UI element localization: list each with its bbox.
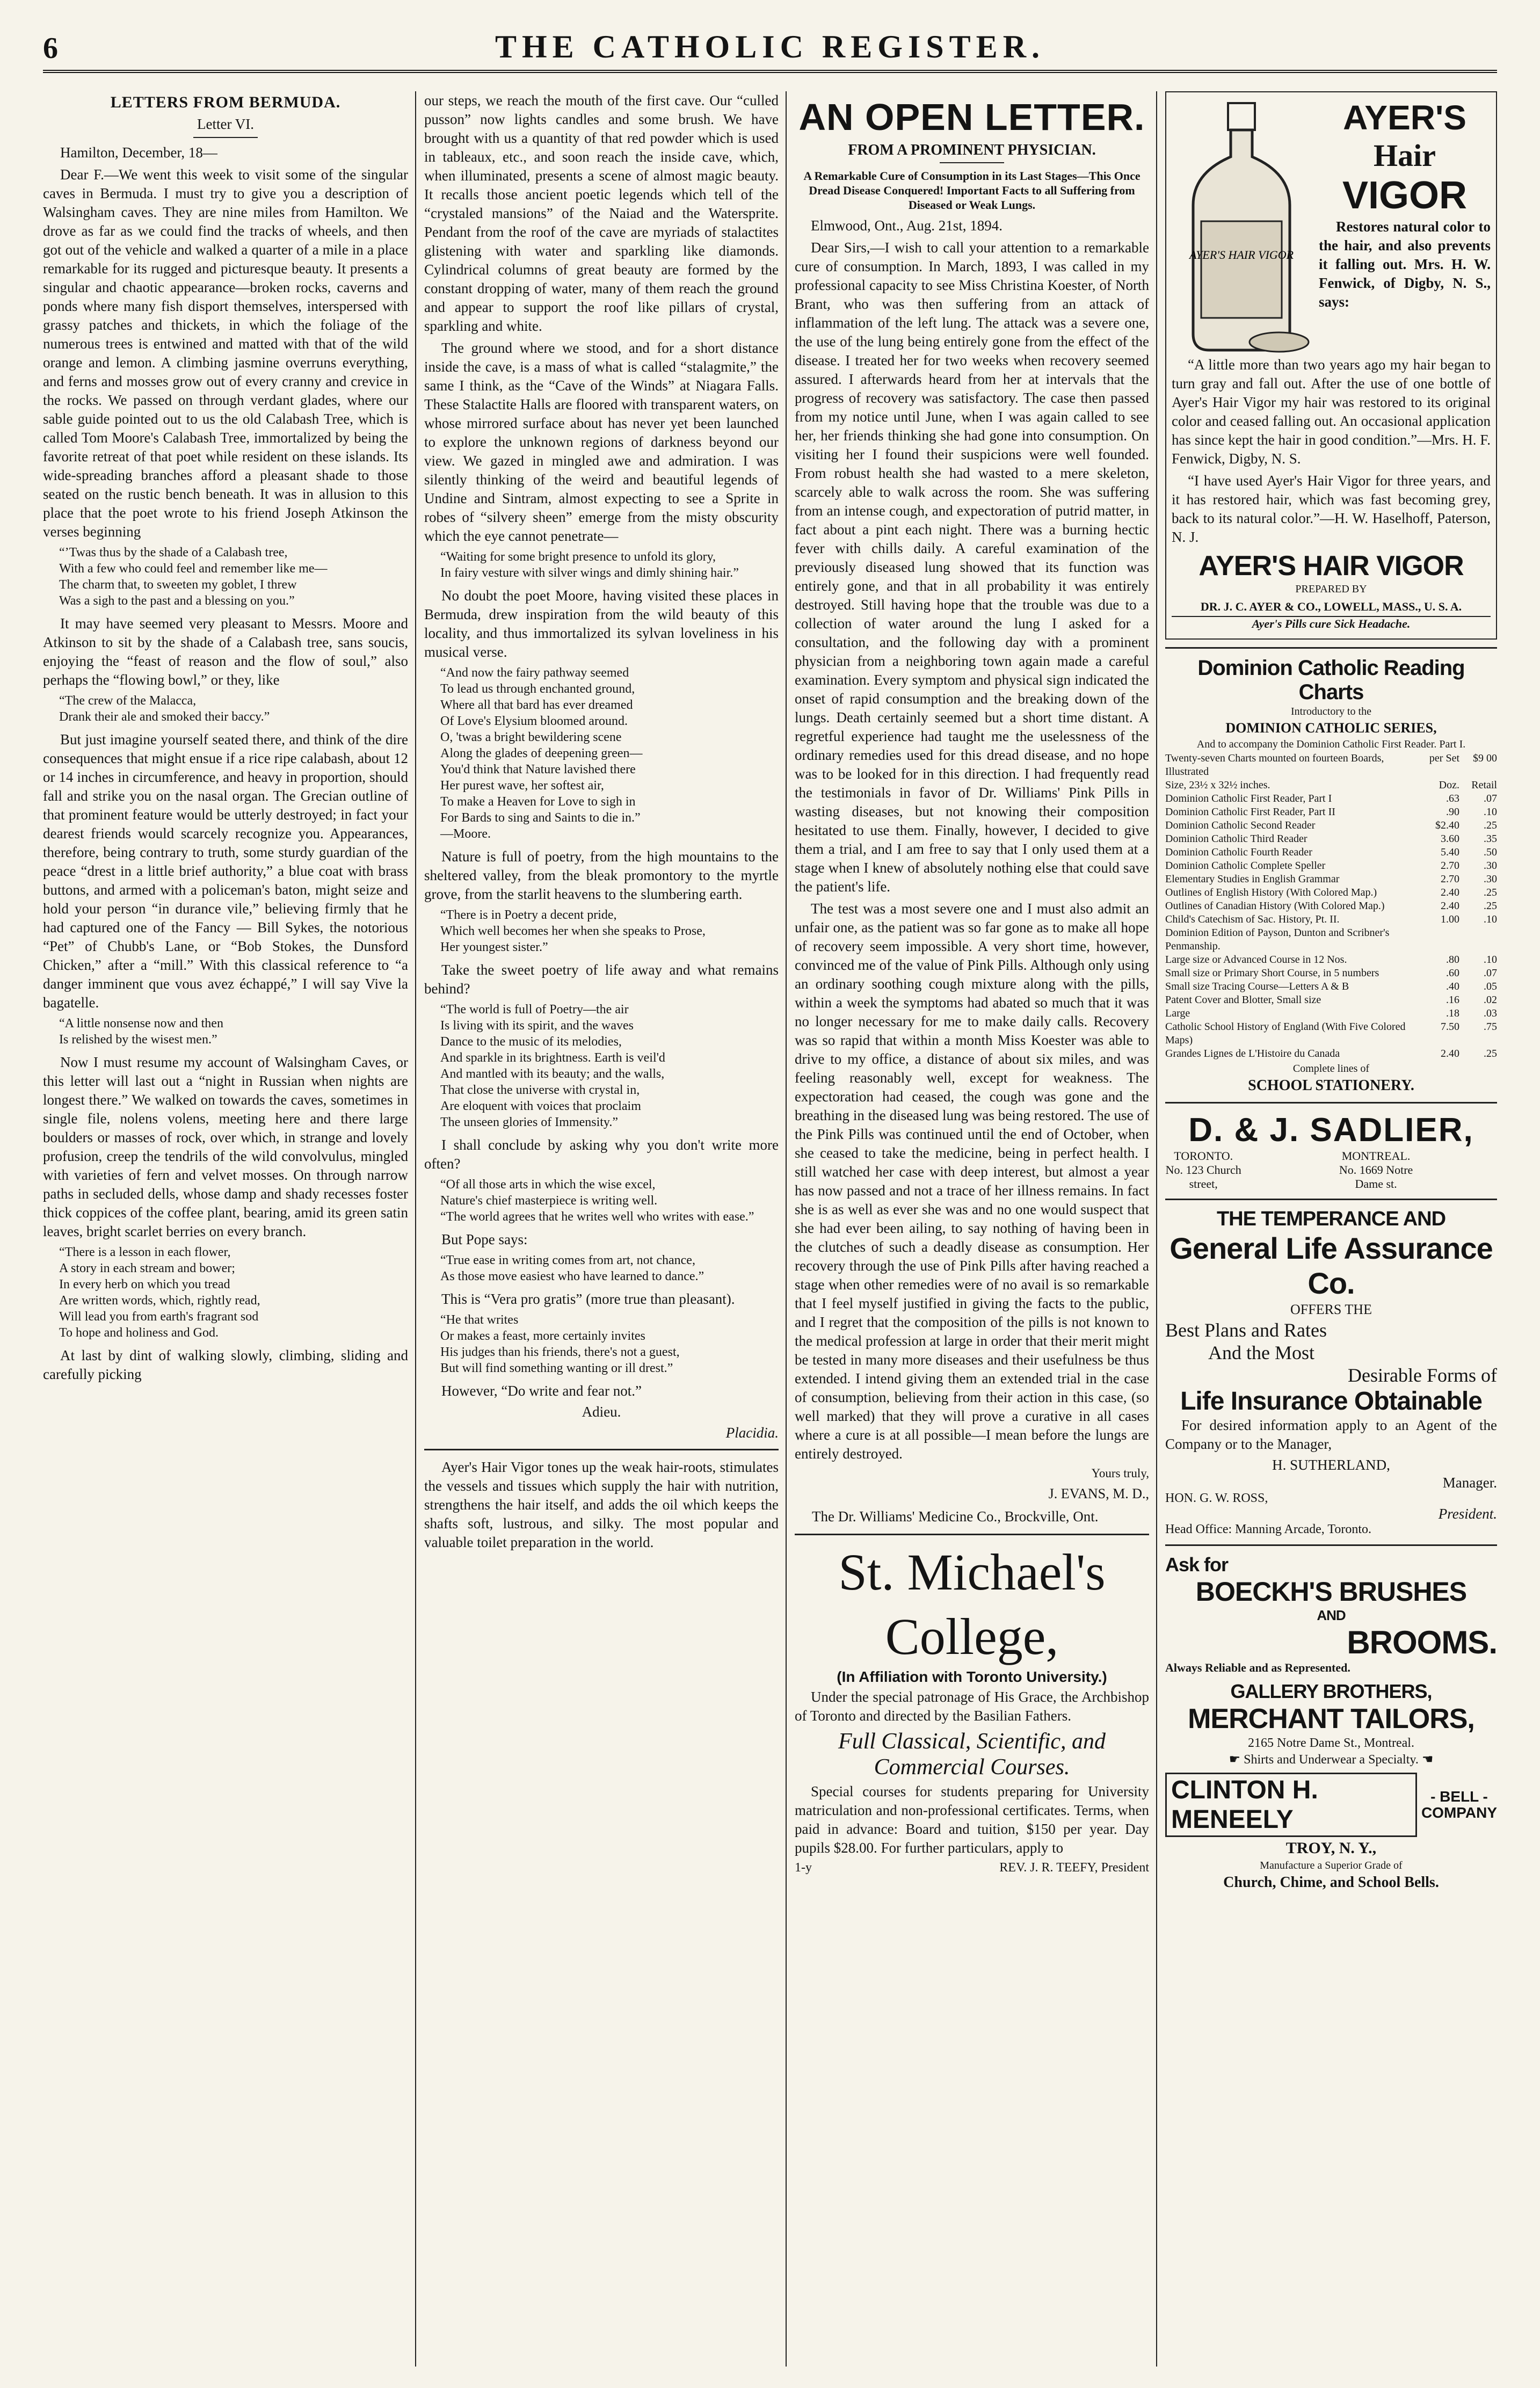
price-dozen: 2.70 [1441,873,1459,885]
sutherland: H. SUTHERLAND, [1272,1457,1390,1473]
price-item: Large size or Advanced Course in 12 Nos. [1165,954,1347,966]
divider [1165,1544,1497,1546]
college-footer [795,1861,1149,1875]
verse: “Waiting for some bright presence to unfold its glory, In fairy vesture with silver wings and dimly shining hair.” [440,550,739,580]
merchant-tailors: MERCHANT TAILORS, [1188,1703,1474,1734]
price-dozen: $2.40 [1435,819,1459,831]
dominion-title: Dominion Catholic Reading Charts [1197,656,1465,704]
notre-dame-address: 2165 Notre Dame St., Montreal. [1248,1736,1414,1750]
price-row [1165,886,1497,899]
verse: “There is a lesson in each flower, A story in each stream and bower; In every herb on which you tread Are written words, which, rightly read, Will lead you from earth's fragrant sod To hope and holiness and God. [59,1245,260,1340]
school-stationery: SCHOOL STATIONERY. [1248,1077,1414,1094]
divider [424,1449,779,1450]
price-retail: .25 [1484,887,1497,898]
price-dozen: 1.00 [1441,913,1459,925]
article-paragraph: Take the sweet poetry of life away and what remains behind? [424,962,779,997]
dominion-intro: Introductory to the [1291,706,1371,717]
insurance-info: For desired information apply to an Agent of the Company or to the Manager, [1165,1417,1497,1452]
dateline: Hamilton, December, 18— [60,144,217,161]
price-retail: .03 [1484,1007,1497,1019]
price-item: Dominion Catholic First Reader, Part I [1165,793,1332,804]
price-row [1165,805,1497,819]
ayer-banner: AYER'S HAIR VIGOR [1198,550,1464,582]
masthead [43,21,1497,73]
column-rule [786,91,787,2367]
open-letter-subheading: FROM A PROMINENT PHYSICIAN. [848,142,1096,158]
head-office: Head Office: Manning Arcade, Toronto. [1165,1522,1371,1536]
brooms: BROOMS. [1347,1624,1497,1660]
verse: “There is in Poetry a decent pride, Which well becomes her when she speaks to Prose, Her youngest sister.” [440,908,706,954]
price-retail: Retail [1471,779,1497,791]
price-row [1165,846,1497,859]
price-row [1165,899,1497,913]
price-retail: .07 [1484,967,1497,979]
price-retail: .25 [1484,819,1497,831]
pointing-hand-icon: ☚ [1418,1753,1434,1767]
price-dozen [1422,926,1459,953]
article-paragraph: Dear Sirs,—I wish to call your attention to a remarkable cure of consumption. In March, 1893, I was called in my professional capacity to see Miss Christina Koester, of North Brant, who was then suffering from an attack of inflammation of the left lung. The attack was a severe one, the use of the lung being entirely gone from the effect of the disease. I treated her for two weeks when recovery seemed assured. I afterwards heard from her at intervals that the progress of recovery was satisfactory. The case then passed from my notice until June, when I was again called to see her, her friends thinking she had gone into consumption. On visiting her I found their suspicions were well founded. From robust health she had wasted to a mere skeleton, scarcely able to walk across the room. She was suffering from an intense cough, and expectoration of putrid matter, in fact about a pint each night. There was a burning hectic fever with chills daily. A careful examination of the previously diseased lung showed that its function was entirely gone, and that in all probability it was entirely destroyed. Still having hope that the trouble was due to a collection of water around the lung I asked for a consultation, and the following day with a prominent physician from a neighboring town again made a careful examination. Every symptom and physical sign indicated the onset of rapid consumption and the breaking down of the lungs. Death certainly seemed but a short time distant. A regretful experience had taught me the uselessness of the ordinary remedies used for this dread disease, and no hope was to be looked for in this direction. I had frequently read the testimonials in favor of Dr. Williams' Pink Pills in wasting diseases, but not knowing their composition hesitated to use them. Finally, however, I decided to give them a trial, and I am free to say that I only used them at a stage when I knew of absolutely nothing else that could save the patient's life. [795,239,1149,895]
divider [1165,647,1497,649]
price-item: Outlines of Canadian History (With Colored Map.) [1165,900,1385,912]
letter-number: Letter VI. [197,116,254,132]
sadlier-ad [1165,1111,1497,1191]
boeckh-brushes: BOECKH'S BRUSHES [1195,1577,1467,1607]
price-dozen: .16 [1446,994,1459,1006]
price-dozen: .63 [1446,793,1459,804]
column-open-letter [795,91,1149,2367]
verse: “True ease in writing comes from art, not chance, As those move easiest who have learned to dance.” [440,1253,704,1283]
price-retail: .50 [1484,846,1497,858]
best-plans: Best Plans and Rates [1165,1319,1327,1341]
ross: HON. G. W. ROSS, [1165,1491,1268,1505]
price-dozen: 2.40 [1441,900,1459,912]
price-retail: .07 [1484,793,1497,804]
college-name: College, [885,1608,1059,1665]
divider [1165,1199,1497,1200]
price-item: Dominion Edition of Payson, Dunton and Scribner's Penmanship. [1165,927,1390,952]
college-president: REV. J. R. TEEFY, President [999,1861,1149,1875]
and-most: And the Most [1208,1342,1314,1363]
college-affiliation: (In Affiliation with Toronto University.) [837,1668,1107,1685]
ask-for: Ask for [1165,1554,1229,1576]
college-patronage: Under the special patronage of His Grace, the Archbishop of Toronto and directed by the Basilian Fathers. [795,1689,1149,1724]
company-label: COMPANY [1421,1804,1497,1821]
price-row [1165,873,1497,886]
verse: “Of all those arts in which the wise excel, Nature's chief masterpiece is writing well. “The world agrees that he writes well who writes with ease.” [440,1178,754,1224]
price-retail: $9 00 [1473,752,1497,764]
verse: “The crew of the Malacca, Drank their ale and smoked their baccy.” [59,694,270,724]
life-insurance: Life Insurance Obtainable [1180,1387,1482,1416]
ayer-testimonial: “A little more than two years ago my hair began to turn gray and fall out. After the use of one bottle of Ayer's Hair Vigor my hair was restored to its original color and ceased falling out. An occasional application has since kept the hair in good condition.”—Mrs. H. F. Fenwick, Digby, N. S. [1172,357,1491,467]
price-item: Elementary Studies in English Grammar [1165,873,1340,885]
boeckh-ad [1165,1554,1497,1675]
temperance-ad [1165,1208,1497,1537]
sadlier-montreal-address: No. 1669 Notre Dame st. [1339,1163,1413,1191]
ayer-notice: Ayer's Hair Vigor tones up the weak hair-roots, stimulates the vessels and tissues which supply the hair with nutrition, strengthens the hair itself, and adds the oil which keeps the shafts soft, lustrous, and silky. The most popular and valuable toilet preparation in the world. [424,1459,779,1550]
price-item: Child's Catechism of Sac. History, Pt. II. [1165,913,1340,925]
ayer-brand: AYER'S [1343,98,1466,137]
page-number: 6 [43,32,58,65]
prepared-by: PREPARED BY [1295,583,1367,595]
dominion-sub: And to accompany the Dominion Catholic First Reader. Part I. [1196,738,1466,750]
temperance-heading: THE TEMPERANCE AND [1216,1208,1446,1230]
verse: “’Twas thus by the shade of a Calabash tree, With a few who could feel and remember like me— The charm that, to sweeten my goblet, I threw Was a sigh to the past and a blessing on you.” [59,546,328,608]
dominion-series: DOMINION CATHOLIC SERIES, [1225,720,1437,736]
college-name: St. Michael's [838,1543,1106,1601]
open-letter-deck: A Remarkable Cure of Consumption in its Last Stages—This Once Dread Disease Conquered! Important Facts to all Suffering from Diseased or Weak Lungs. [803,169,1141,212]
price-item: Dominion Catholic First Reader, Part II [1165,806,1335,818]
price-item: Catholic School History of England (With Five Colored Maps) [1165,1021,1406,1046]
troy: TROY, N. Y., [1285,1839,1377,1857]
price-dozen: per Set [1429,752,1459,764]
column-letters-continued [424,91,779,2367]
signature: Placidia. [725,1425,779,1441]
price-item: Twenty-seven Charts mounted on fourteen Boards, Illustrated [1165,752,1384,778]
price-row [1165,967,1497,980]
column-advertisements [1165,91,1497,2367]
article-paragraph: Nature is full of poetry, from the high mountains to the sheltered valley, from the bleak promontory to the myrtle grove, from the starlit heavens to the slumbering earth. [424,848,779,902]
price-item: Dominion Catholic Fourth Reader [1165,846,1312,858]
sadlier-name: D. & J. SADLIER, [1188,1112,1474,1149]
complete-lines: Complete lines of [1292,1063,1370,1075]
price-retail: .30 [1484,860,1497,872]
sadlier-toronto-address: No. 123 Church street, [1165,1163,1241,1191]
divider [1165,1102,1497,1104]
college-details: Special courses for students preparing for University matriculation and non-professional certificates. Terms, when paid in advance: Board and tuition, $150 per year. Day pupils $28.00. For further particulars, apply to [795,1783,1149,1856]
price-retail: .02 [1484,994,1497,1006]
price-item: Size, 23½ x 32½ inches. [1165,779,1270,791]
price-row [1165,1007,1497,1020]
adieu: Adieu. [582,1404,621,1420]
price-row [1165,1047,1497,1061]
price-item: Outlines of English History (With Colored Map.) [1165,887,1377,898]
dominion-ad [1165,656,1497,1094]
price-list [1165,792,1497,1061]
closing: Yours truly, [1091,1467,1149,1480]
sadlier-montreal: MONTREAL. [1341,1149,1411,1163]
price-row [1165,1020,1497,1047]
price-row [1165,819,1497,832]
article-paragraph: No doubt the poet Moore, having visited these places in Bermuda, drew inspiration from the wild beauty of this locality, and thus immortalized its sylvan loveliness in his musical verse. [424,587,779,660]
ayer-company: DR. J. C. AYER & CO., LOWELL, MASS., U. S. A. [1200,600,1462,613]
ayer-vigor: VIGOR [1342,174,1468,217]
article-paragraph: But Pope says: [441,1231,528,1247]
price-dozen: Doz. [1439,779,1459,791]
price-row [1165,752,1497,779]
manager: Manager. [1442,1475,1497,1491]
price-retail: .25 [1484,1048,1497,1059]
verse: “The world is full of Poetry—the air Is living with its spirit, and the waves Dance to the music of its melodies, And sparkle in its brightness. Earth is veil'd And mantled with its beauty; and the walls, That close the universe with crystal in, Are eloquent with voices that proclaim The unseen glories of Immensity.” [440,1003,665,1129]
reliable: Always Reliable and as Represented. [1165,1661,1350,1674]
price-item: Dominion Catholic Third Reader [1165,833,1307,845]
price-row [1165,779,1497,792]
clinton-meneely: CLINTON H. MENEELY [1165,1773,1417,1837]
price-row [1165,980,1497,993]
price-retail: .75 [1484,1021,1497,1033]
article-paragraph: The test was a most severe one and I must also admit an unfair one, as the patient was so far gone as to make all hope of recovery seem impossible. A very short time, however, convinced me of the value of Pink Pills. Although only using an ordinary soothing cough mixture along with the pills, within a week the symptoms had abated so much that it was no longer necessary for me to make daily calls. Recovery was so rapid that within a month Miss Koester was able to drive to my office, a distance of about six miles, and was feeling reasonably well, except for weakness. The expectoration had ceased, the cough was gone and the breathing in the diseased lung was being restored. The use of the Pink Pills was continued until the end of October, when she ceased to take the medicine, being in perfect health. I still watched her case with deep interest, but almost a year has now passed and not a trace of her illness remains. In fact she is as well as ever she was and no one would suspect that she had ever been ailing, to say nothing of having been in the clutches of such a deadly disease as consumption. Her recovery through the use of Pink Pills after having reached a stage when other remedies were of no avail is so remarkable that I feel myself justified in giving the facts to the public, and I regret that the composition of the pills is not known to the medical profession at large in order that their merit might be tested in many more diseases and their usefulness be thus extended. I intend giving them an extended trial in the case of consumption, believing from their action in this case, (so well marked) that they will prove a curative in all cases where a cure is at all possible—I mean before the lungs are entirely destroyed. [795,901,1149,1462]
price-row [1165,993,1497,1007]
bell-label: - BELL - [1430,1788,1488,1805]
price-item: Large [1165,1007,1190,1019]
price-dozen: 3.60 [1441,833,1459,845]
newspaper-title: THE CATHOLIC REGISTER. [495,29,1045,64]
price-retail: .10 [1484,954,1497,966]
price-dozen: 5.40 [1441,846,1459,858]
price-dozen: 2.40 [1441,1048,1459,1059]
article-paragraph: Dear F.—We went this week to visit some of the singular caves in Bermuda. I must try to give you a description of Walsingham caves. They are nine miles from Hamilton. We drove as far as we could find the tracks of wheels, and then got out of the vehicle and walked a quarter of a mile in a place remarkable for its rugged and picturesque beauty. It presents a singular and chaotic appearance—broken rocks, caverns and ponds where many fish disport themselves, interspersed with grassy patches and thickets, in which the foliage of the numerous trees is entwined and matted with that of the wild orange and lemon. A climbing jasmine overruns everything, and ferns and mosses grow out of every cranny and crevice in the rocks. We passed on through verdant glades, where our sable guide pointed out to us the old Calabash Tree, which is called Tom Moore's Calabash Tree, immortalized by being the favorite retreat of that poet while resident on these islands. Its wide-spreading branches afford a pleasant shade to those seated on the rustic bench beneath. It was in allusion to this place that the poet wrote to his friend Joseph Atkinson the verses beginning [43,166,408,540]
shirts-text: Shirts and Underwear a Specialty. [1244,1753,1419,1767]
price-row [1165,792,1497,805]
article-paragraph: At last by dint of walking slowly, climbing, sliding and carefully picking [43,1347,408,1382]
price-dozen: 2.40 [1441,887,1459,898]
hair-vigor-bottle-icon [1172,98,1311,355]
meneely-ad [1165,1773,1497,1837]
sadlier-toronto: TORONTO. [1174,1149,1233,1163]
column-rule [1156,91,1157,2367]
price-dozen: .40 [1446,981,1459,992]
price-row [1165,859,1497,873]
price-retail: .05 [1484,981,1497,992]
price-item: Patent Cover and Blotter, Small size [1165,994,1321,1006]
article-paragraph: Now I must resume my account of Walsingham Caves, or this letter will last out a “night in Russian when nights are longest there.” We walked on towards the caves, sometimes in single file, nolens volens, meeting here and there large boulders or masses of rock, over which, in strange and lovely profusion, creep the tendrils of the wild convolvulus, mingled with varieties of fern and velvet mosses. On through narrow paths in secluded dells, whose damp and shady recesses foster thick coppices of the coffee plant, bearing, amid its green satin leaves, bright scarlet berries on every branch. [43,1054,408,1239]
price-retail: .25 [1484,900,1497,912]
price-item: Small size or Primary Short Course, in 5 numbers [1165,967,1379,979]
price-retail: .10 [1484,913,1497,925]
price-row [1165,913,1497,926]
letters-heading: LETTERS FROM BERMUDA. [110,93,341,111]
price-dozen: 2.70 [1441,860,1459,872]
bottle-label: AYER'S HAIR VIGOR [1189,248,1294,262]
column-rule [415,91,416,2367]
price-dozen: .80 [1446,954,1459,966]
article-paragraph: This is “Vera pro gratis” (more true than pleasant). [441,1291,735,1307]
price-row [1165,832,1497,846]
price-retail: .10 [1484,806,1497,818]
temperance-company: General Life Assurance Co. [1169,1231,1493,1300]
divider [795,1534,1149,1535]
ayer-hair: Hair [1374,138,1436,173]
ayer-testimonial: “I have used Ayer's Hair Vigor for three years, and it has restored hair, which was fast becoming grey, back to its natural color.”—H. W. Haselhoff, Paterson, N. J. [1172,473,1491,545]
price-retail: .30 [1484,873,1497,885]
price-row [1165,926,1497,953]
price-dozen: 7.50 [1441,1021,1459,1033]
open-letter-heading: AN OPEN LETTER. [798,96,1145,138]
article-paragraph: It may have seemed very pleasant to Messrs. Moore and Atkinson to sit by the shade of a Calabash tree, sans soucis, enjoying the “feast of reason and the flow of soul,” also perhaps the “flowing bowl,” or they, like [43,615,408,688]
verse: “And now the fairy pathway seemed To lead us through enchanted ground, Where all that bard has ever dreamed Of Love's Elysium bloomed around. O, 'twas a bright bewildering scene Along the glades of deepening green— You'd think that Nature lavished there Her purest wave, her softest air, To make a Heaven for Love to sigh in For Bards to sing and Saints to die in.” —Moore. [440,666,643,841]
article-paragraph: I shall conclude by asking why you don't write more often? [424,1137,779,1172]
college-courses: Full Classical, Scientific, and Commercial Courses. [838,1729,1106,1780]
open-letter-dateline: Elmwood, Ont., Aug. 21st, 1894. [811,217,1003,234]
price-row [1165,953,1497,967]
price-retail: .35 [1484,833,1497,845]
ayer-pills: Ayer's Pills cure Sick Headache. [1172,616,1491,631]
manufacture: Manufacture a Superior Grade of [1260,1860,1403,1871]
divider [193,137,258,138]
and-word: AND [1317,1607,1346,1623]
price-dozen: .18 [1446,1007,1459,1019]
verse: “A little nonsense now and then Is relished by the wisest men.” [59,1017,223,1047]
column-letters [43,91,408,2367]
gallery-brothers: GALLERY BROTHERS, [1230,1680,1432,1702]
price-item: Grandes Lignes de L'Histoire du Canada [1165,1048,1340,1059]
ayer-claim: Restores natural color to the hair, and also prevents it falling out. Mrs. H. W. Fenwick, of Digby, N. S., says: [1319,219,1491,310]
desirable: Desirable Forms of [1348,1364,1497,1386]
article-paragraph: However, “Do write and fear not.” [441,1383,642,1399]
pointing-hand-icon: ☛ [1229,1753,1244,1767]
signer-address: The Dr. Williams' Medicine Co., Brockville, Ont. [812,1508,1099,1525]
article-paragraph: The ground where we stood, and for a short distance inside the cave, is a mass of what is called “stalagmite,” the same I think, as the “Cave of the Winds” at Niagara Falls. These Stalactite Halls are floored with transparent waters, on whose mirrored surface about has never yet been launched to explore the unknown regions of darkness beyond our view. We gazed in mingled awe and admiration. I was silently thinking of the weird and beautiful legends of Undine and Sintram, almost expecting to see a Sprite in robes of “silvery sheen” emerge from the misty obscurity which the eye cannot penetrate— [424,340,779,544]
ad-code: 1-y [795,1861,812,1875]
gallery-ad [1165,1680,1497,1767]
verse: “He that writes Or makes a feast, more certainly invites His judges than his friends, there's not a guest, But will find something wanting or ill drest.” [440,1313,680,1375]
article-paragraph: But just imagine yourself seated there, and think of the dire consequences that might ensue if a rice ripe calabash, about 12 or 14 inches in circumference, and heavy in proportion, should fall and strike you on the nasal organ. The Grecian outline of that prominent feature would be utterly destroyed; in fact your dearest friends would scarcely recognize you. Appearances, therefore, being contrary to truth, some sturdy guardian of the peace “drest in a little brief authority,” a blue coat with brass buttons, and armed with a policeman's baton, might seize and hold your person “in durance vile,” believing firmly that he had captured one of the Fancy — Bill Sykes, the notorious “Pet” of Chubb's Lane, or “Bob Stokes, the Dunsford Chicken,” after a “mill.” With this classical reference to “a danger imminent que vous avez échappé,” I will say Vive la bagatelle. [43,731,408,1011]
price-item: Dominion Catholic Complete Speller [1165,860,1326,872]
price-item: Small size Tracing Course—Letters A & B [1165,981,1349,992]
signer: J. EVANS, M. D., [1048,1486,1149,1501]
offers: OFFERS THE [1290,1302,1372,1317]
ayer-ad [1165,91,1497,640]
bells: Church, Chime, and School Bells. [1223,1874,1439,1891]
divider [940,162,1004,163]
price-dozen: .60 [1446,967,1459,979]
price-dozen: .90 [1446,806,1459,818]
article-paragraph: our steps, we reach the mouth of the first cave. Our “culled pusson” now lights candles and some brush. We have brought with us a quantity of that red powder which is used in tableaux, etc., and soon reach the inside cave, which, when illuminated, presents a scene of almost magic beauty. It recalls those ancient poetic legends which tell of the “crystaled mansions” of the Naiad and the Watersprite. Pendant from the roof of the cave are myriads of stalactites glistening with water and sparkling like diamonds. Cylindrical columns of great beauty are formed by the constant dropping of water, many of them reach the ground and appear to support the roof like pillars of crystal, sparkling and white. [424,92,779,334]
shirts [1165,1752,1497,1767]
price-item: Dominion Catholic Second Reader [1165,819,1316,831]
price-retail [1459,926,1497,953]
president-title: President. [1438,1506,1497,1522]
